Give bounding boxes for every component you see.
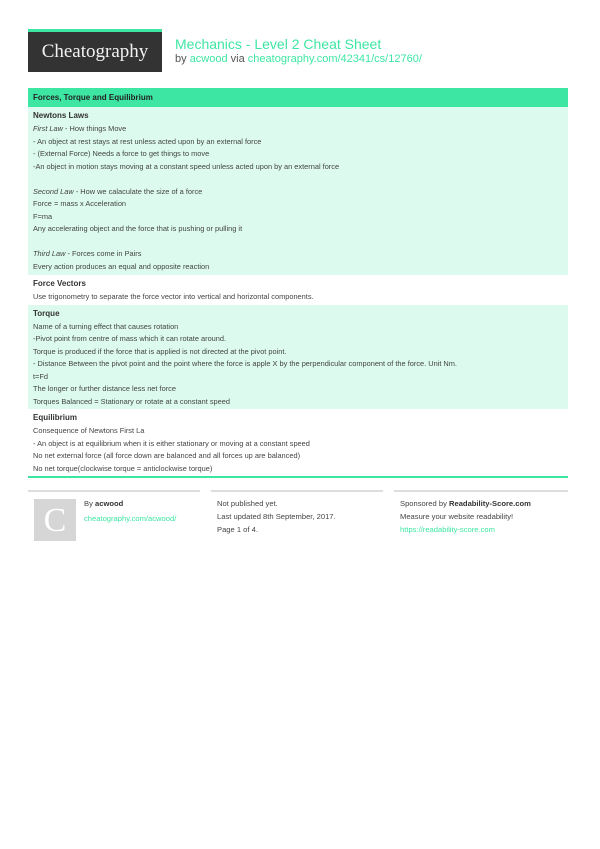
box-bottom-border bbox=[28, 476, 568, 478]
page-title: Mechanics - Level 2 Cheat Sheet bbox=[175, 36, 382, 52]
third-law-line bbox=[33, 248, 563, 261]
section-equilibrium bbox=[28, 409, 568, 476]
sponsor-line bbox=[400, 499, 531, 508]
section-newtons-laws bbox=[28, 107, 568, 275]
text-line: - An object at rest stays at rest unless acted upon by an external force bbox=[33, 136, 262, 146]
third-law-desc: - Forces come in Pairs bbox=[65, 249, 142, 258]
text-line: Torque is produced if the force that is applied is not directed at the pivot point. bbox=[33, 346, 287, 356]
avatar: C bbox=[34, 499, 76, 541]
second-law-desc: - How we calaculate the size of a force bbox=[73, 186, 203, 196]
text-line: Consequence of Newtons First La bbox=[33, 426, 145, 435]
first-law-desc: - How things Move bbox=[62, 124, 127, 133]
cheat-sheet-box bbox=[28, 88, 568, 478]
second-law-label: Second Law bbox=[33, 186, 74, 196]
text-line: Every action produces an equal and opposite reaction bbox=[33, 261, 210, 271]
author-link[interactable]: acwood bbox=[189, 53, 228, 65]
by-prefix: by bbox=[175, 53, 187, 65]
text-line: Use trigonometry to separate the force vector into vertical and horizontal components. bbox=[33, 292, 314, 301]
footer-author-name: acwood bbox=[95, 499, 124, 508]
footer-status-col bbox=[211, 490, 383, 552]
section-torque bbox=[28, 305, 568, 410]
text-line: The longer or further distance less net force bbox=[33, 384, 176, 393]
text-line: - (External Force) Needs a force to get things to move bbox=[33, 149, 210, 158]
section-title: Equilibrium bbox=[33, 413, 77, 422]
footer-author-link[interactable]: cheatography.com/acwood/ bbox=[84, 514, 177, 523]
by-label: By bbox=[84, 499, 93, 508]
sponsor-tagline: Measure your website readability! bbox=[400, 512, 514, 521]
logo-text: Cheatography bbox=[41, 41, 149, 62]
sheet-url-link[interactable]: cheatography.com/42341/cs/12760/ bbox=[247, 53, 422, 65]
text-line: No net torque(clockwise torque = anticlockwise torque) bbox=[33, 463, 213, 473]
sponsor-prefix: Sponsored by bbox=[400, 499, 447, 508]
text-line: Torques Balanced = Stationary or rotate at a constant speed bbox=[33, 396, 231, 406]
section-force-vectors bbox=[28, 275, 568, 305]
footer-sponsor-col bbox=[394, 490, 568, 552]
third-law-label: Third Law bbox=[33, 249, 66, 258]
via-text: via bbox=[230, 53, 245, 65]
section-title: Newtons Laws bbox=[33, 111, 89, 120]
second-law-line bbox=[33, 186, 563, 199]
text-line: F=ma bbox=[33, 211, 53, 221]
text-line: -An object in motion stays moving at a constant speed unless acted upon by an external force bbox=[33, 161, 340, 171]
sponsor-link[interactable]: https://readability-score.com bbox=[400, 525, 495, 534]
text-line: t=Fd bbox=[33, 371, 48, 381]
box-title: Forces, Torque and Equilibrium bbox=[28, 88, 568, 107]
text-line: - An object is at equilibrium when it is either stationary or moving at a constant speed bbox=[33, 438, 310, 448]
cheatography-logo[interactable] bbox=[28, 29, 162, 72]
text-line: No net external force (all force down are balanced and all forces up are balanced) bbox=[33, 451, 301, 460]
text-line: Any accelerating object and the force that is pushing or pulling it bbox=[33, 224, 243, 233]
footer-by bbox=[84, 499, 123, 508]
last-updated: Last updated 8th September, 2017. bbox=[217, 512, 336, 521]
byline bbox=[175, 53, 422, 65]
footer-author-col bbox=[28, 490, 200, 552]
spacer bbox=[33, 173, 563, 186]
page-number: Page 1 of 4. bbox=[217, 525, 258, 534]
sponsor-name: Readability-Score.com bbox=[449, 499, 531, 508]
publish-status: Not published yet. bbox=[217, 499, 278, 508]
text-line: - Distance Between the pivot point and the point where the force is apple X by the perpendicular component of the force. Unit Nm. bbox=[33, 359, 457, 368]
text-line: -Pivot point from centre of mass which it can rotate around. bbox=[33, 334, 227, 343]
spacer bbox=[33, 236, 563, 249]
section-title: Torque bbox=[33, 308, 60, 318]
first-law-line bbox=[33, 123, 563, 136]
text-line: Name of a turning effect that causes rotation bbox=[33, 321, 179, 331]
text-line: Force = mass x Acceleration bbox=[33, 199, 127, 208]
section-title: Force Vectors bbox=[33, 279, 86, 288]
first-law-label: First Law bbox=[33, 124, 63, 133]
